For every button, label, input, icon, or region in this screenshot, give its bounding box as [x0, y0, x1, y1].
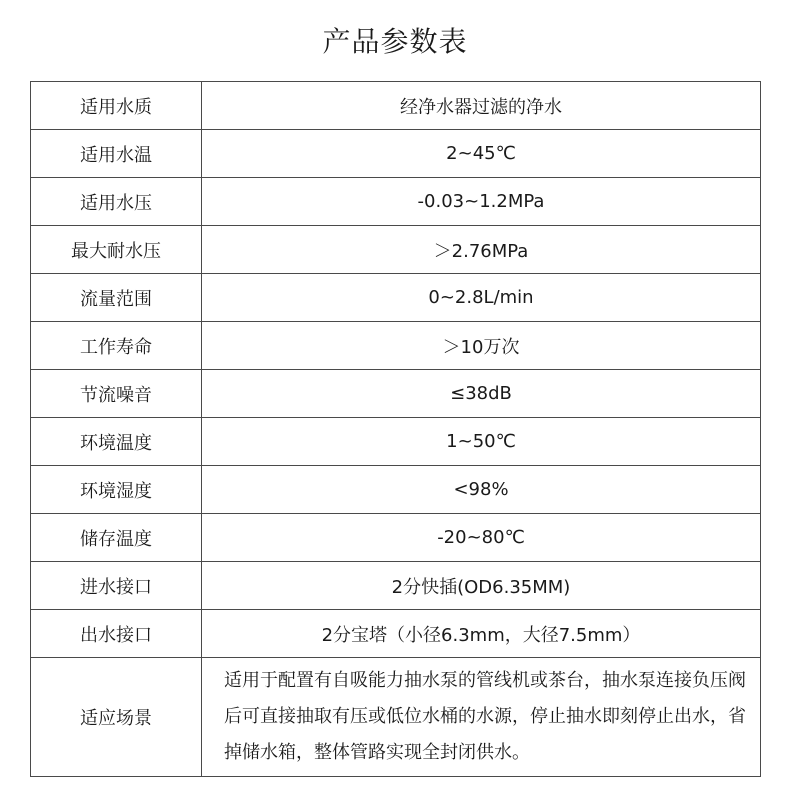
- spec-label: 流量范围: [31, 274, 202, 322]
- spec-label: 储存温度: [31, 514, 202, 562]
- spec-value: ＞10万次: [202, 322, 761, 370]
- table-row: [31, 466, 761, 514]
- spec-value: 1~50℃: [202, 418, 761, 466]
- table-row: [31, 514, 761, 562]
- table-row: [31, 562, 761, 610]
- table-row: [31, 370, 761, 418]
- table-row: [31, 322, 761, 370]
- table-row: [31, 610, 761, 658]
- table-row: [31, 658, 761, 777]
- spec-value: <98%: [202, 466, 761, 514]
- spec-value: 2~45℃: [202, 130, 761, 178]
- table-row: [31, 178, 761, 226]
- table-row: [31, 82, 761, 130]
- spec-description: 适用于配置有自吸能力抽水泵的管线机或茶台，抽水泵连接负压阀后可直接抽取有压或低位水桶的水源，停止抽水即刻停止出水，省掉储水箱，整体管路实现全封闭供水。: [202, 658, 761, 777]
- table-row: [31, 274, 761, 322]
- spec-value: -0.03~1.2MPa: [202, 178, 761, 226]
- spec-value: 2分宝塔（小径6.3mm，大径7.5mm）: [202, 610, 761, 658]
- spec-label: 适用水温: [31, 130, 202, 178]
- spec-value: ≤38dB: [202, 370, 761, 418]
- spec-label: 适用水压: [31, 178, 202, 226]
- spec-label: 适应场景: [31, 658, 202, 777]
- table-row: [31, 130, 761, 178]
- spec-label: 节流噪音: [31, 370, 202, 418]
- spec-table: [30, 81, 761, 777]
- spec-value: 2分快插(OD6.35MM): [202, 562, 761, 610]
- spec-label: 出水接口: [31, 610, 202, 658]
- spec-label: 环境湿度: [31, 466, 202, 514]
- spec-label: 适用水质: [31, 82, 202, 130]
- spec-value: 经净水器过滤的净水: [202, 82, 761, 130]
- spec-label: 进水接口: [31, 562, 202, 610]
- table-row: [31, 226, 761, 274]
- spec-label: 环境温度: [31, 418, 202, 466]
- table-row: [31, 418, 761, 466]
- spec-value: ＞2.76MPa: [202, 226, 761, 274]
- spec-value: -20~80℃: [202, 514, 761, 562]
- spec-label: 最大耐水压: [31, 226, 202, 274]
- spec-label: 工作寿命: [31, 322, 202, 370]
- page-title: 产品参数表: [322, 25, 468, 58]
- spec-value: 0~2.8L/min: [202, 274, 761, 322]
